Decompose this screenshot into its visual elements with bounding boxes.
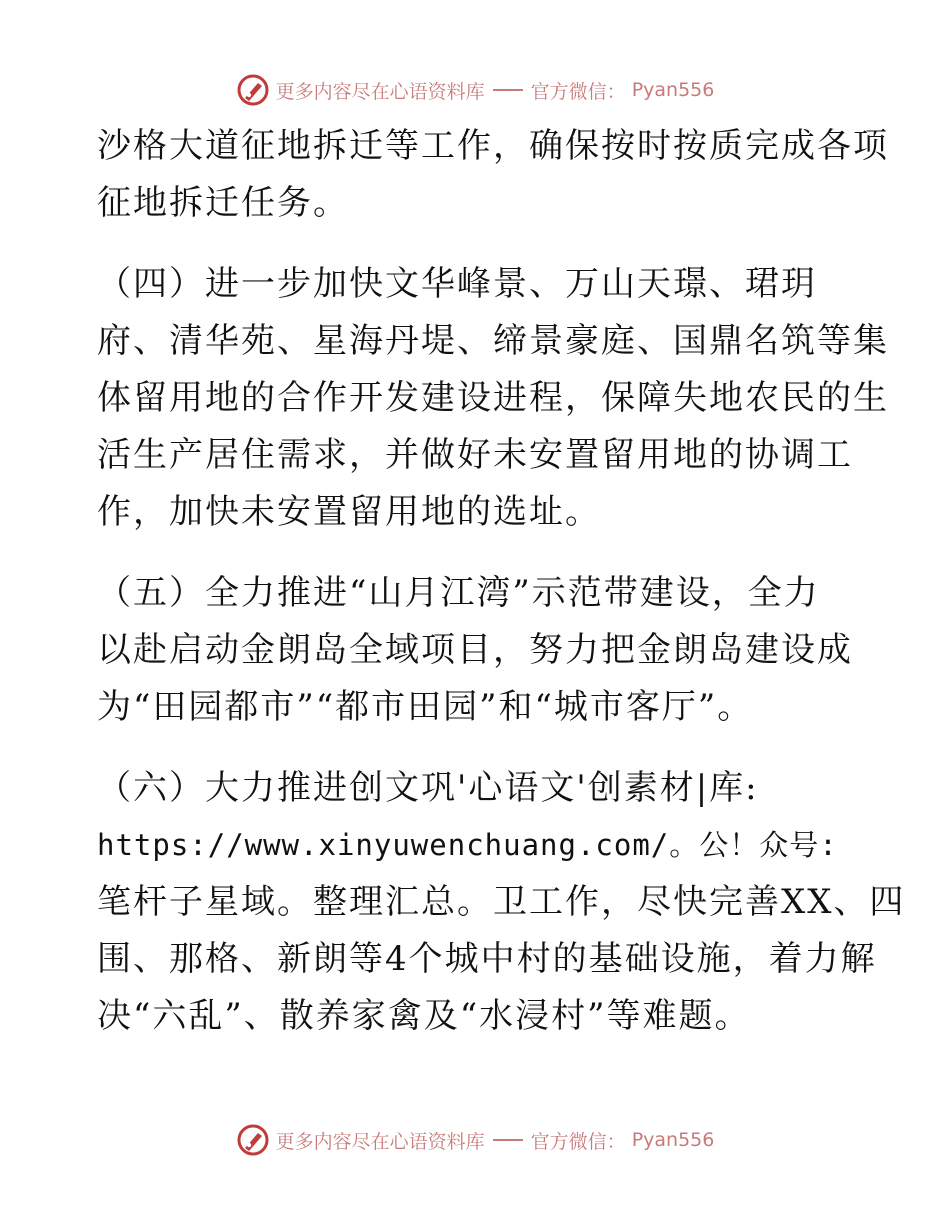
document-body <box>97 118 906 1045</box>
watermark-text: 更多内容尽在心语资料库 <box>275 80 485 103</box>
watermark-text: 更多内容尽在心语资料库 <box>275 1130 485 1153</box>
watermark-suffix: 官方微信： <box>530 80 626 103</box>
watermark-handle: Pyan556 <box>631 79 715 101</box>
url-line: https://www.xinyuwenchuang.com/。公！众号: <box>97 828 838 862</box>
text-line: 作，加快未安置留用地的选址。 <box>97 492 601 532</box>
watermark-suffix: 官方微信： <box>530 1130 626 1153</box>
text-line: （四）进一步加快文华峰景、万山天璟、珺玥 <box>97 264 817 304</box>
text-line: 体留用地的合作开发建设进程，保障失地农民的生 <box>97 378 889 418</box>
paragraph-continuation <box>97 118 889 232</box>
text-line: 府、清华苑、星海丹堤、缔景豪庭、国鼎名筑等集 <box>97 321 889 361</box>
text-line: 笔杆子星域。整理汇总。卫工作，尽快完善XX、四 <box>97 882 906 922</box>
header-watermark <box>0 70 950 110</box>
text-line: 活生产居住需求，并做好未安置留用地的协调工 <box>97 435 853 475</box>
paragraph-six <box>97 760 906 1045</box>
text-line: 围、那格、新朗等4个城中村的基础设施，着力解 <box>97 939 877 979</box>
pen-logo-icon <box>236 73 270 107</box>
text-line: 为“田园都市”“都市田园”和“城市客厅”。 <box>97 687 754 727</box>
text-line: 沙格大道征地拆迁等工作，确保按时按质完成各项 <box>97 126 889 166</box>
pen-logo-icon <box>236 1123 270 1157</box>
paragraph-four <box>97 256 889 541</box>
text-line: 以赴启动金朗岛全域项目，努力把金朗岛建设成 <box>97 630 853 670</box>
paragraph-five <box>97 565 857 736</box>
watermark-dash <box>493 89 523 91</box>
text-line: （五）全力推进“山月江湾”示范带建设，全力 <box>97 573 820 613</box>
text-line: 决“六乱”、散养家禽及“水浸村”等难题。 <box>97 996 751 1036</box>
watermark-dash <box>493 1139 523 1141</box>
text-line: （六）大力推进创文巩'心语文'创素材|库: <box>97 768 759 808</box>
footer-watermark <box>0 1120 950 1160</box>
watermark-handle: Pyan556 <box>631 1129 715 1151</box>
text-line: 征地拆迁任务。 <box>97 183 349 223</box>
